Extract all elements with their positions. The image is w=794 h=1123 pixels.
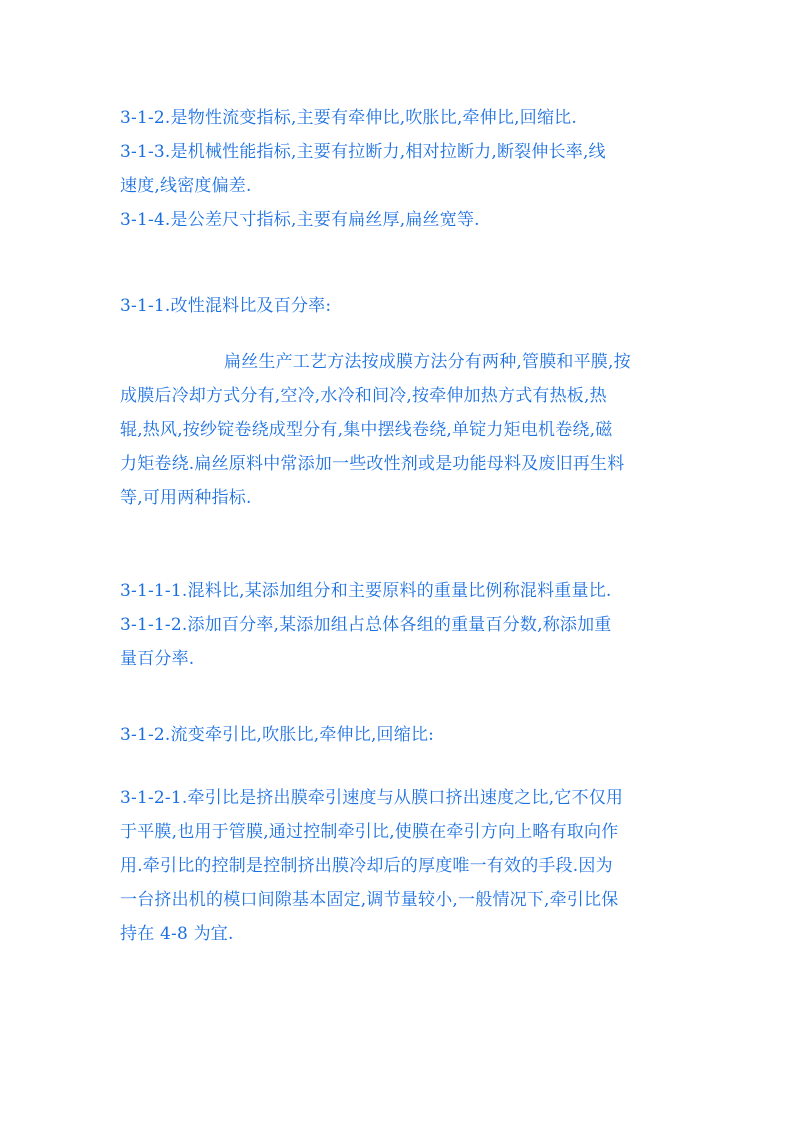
text-line: 扁丝生产工艺方法按成膜方法分有两种,管膜和平膜,按 xyxy=(224,352,631,372)
heading-3-1-1 xyxy=(120,289,680,323)
text-line: 3-1-3.是机械性能指标,主要有拉断力,相对拉断力,断裂伸长率,线 xyxy=(120,142,606,162)
text-line: 量百分率. xyxy=(120,649,195,669)
heading-3-1-2 xyxy=(120,718,680,752)
text-line: 3-1-2.流变牵引比,吹胀比,牵伸比,回缩比: xyxy=(120,725,435,745)
text-line: 等,可用两种指标. xyxy=(120,488,252,508)
text-line: 辊,热风,按纱锭卷绕成型分有,集中摆线卷绕,单锭力矩电机卷绕,磁 xyxy=(120,420,613,440)
text-line: 速度,线密度偏差. xyxy=(120,176,252,196)
text-line: 3-1-1.改性混料比及百分率: xyxy=(120,296,332,316)
text-line: 用.牵引比的控制是控制挤出膜冷却后的厚度唯一有效的手段.因为 xyxy=(120,856,613,876)
section-indicators xyxy=(120,101,680,237)
paragraph-draw-ratio xyxy=(120,781,680,951)
text-line: 3-1-2.是物性流变指标,主要有牵伸比,吹胀比,牵伸比,回缩比. xyxy=(120,108,577,128)
text-line: 一台挤出机的模口间隙基本固定,调节量较小,一般情况下,牵引比保 xyxy=(120,890,619,910)
text-line: 成膜后冷却方式分有,空冷,水冷和间冷,按牵伸加热方式有热板,热 xyxy=(120,386,607,406)
text-line: 3-1-2-1.牵引比是挤出膜牵引速度与从膜口挤出速度之比,它不仅用 xyxy=(120,788,624,808)
text-line: 力矩卷绕.扁丝原料中常添加一些改性剂或是功能母料及废旧再生料 xyxy=(120,454,625,474)
text-line: 3-1-4.是公差尺寸指标,主要有扁丝厚,扁丝宽等. xyxy=(120,210,480,230)
text-line: 持在 4-8 为宜. xyxy=(120,924,234,944)
paragraph-process xyxy=(120,345,680,515)
text-line: 于平膜,也用于管膜,通过控制牵引比,使膜在牵引方向上略有取向作 xyxy=(120,822,619,842)
section-mixing xyxy=(120,574,680,676)
text-line: 3-1-1-2.添加百分率,某添加组占总体各组的重量百分数,称添加重 xyxy=(120,615,612,635)
text-line: 3-1-1-1.混料比,某添加组分和主要原料的重量比例称混料重量比. xyxy=(120,581,612,601)
